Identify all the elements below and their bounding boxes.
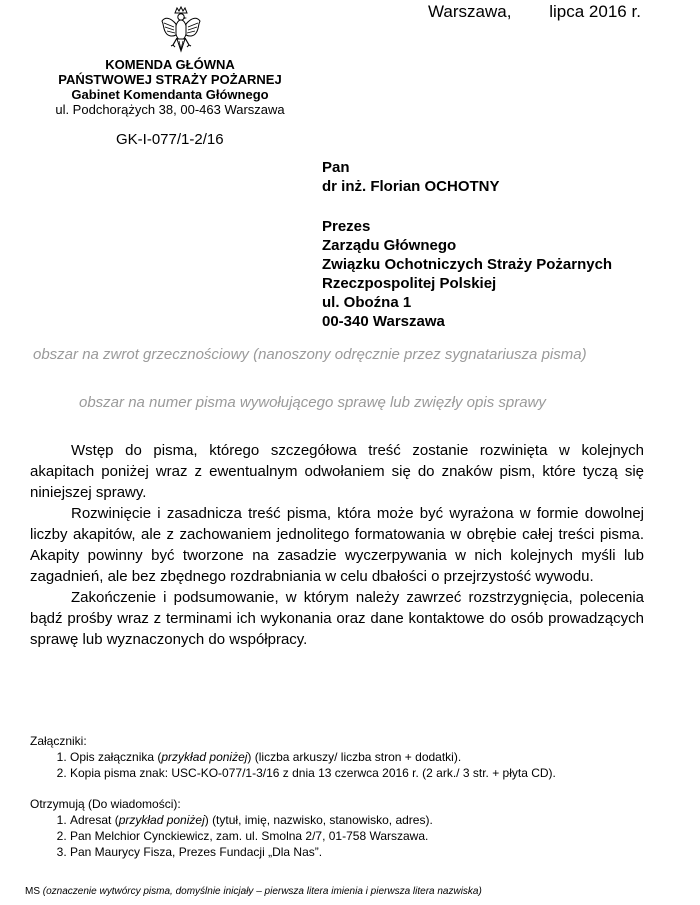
recipient-title: Prezes <box>322 218 371 235</box>
recipients-heading: Otrzymują (Do wiadomości): <box>30 797 181 811</box>
org-line-1: KOMENDA GŁÓWNA <box>105 57 235 72</box>
attachments-list <box>30 749 556 781</box>
case-placeholder: obszar na numer pisma wywołującego sprawę lub zwięzły opis sprawy <box>79 394 546 411</box>
org-line-4: ul. Podchorążych 38, 00-463 Warszawa <box>55 102 285 117</box>
recipient-org-1: Zarządu Głównego <box>322 237 457 254</box>
recipient-org-3: Rzeczpospolitej Polskiej <box>322 275 497 292</box>
attachment-item-1: 1. Opis załącznika (przykład poniżej) (liczba arkuszy/ liczba stron + dodatki). <box>70 749 556 765</box>
recipient-item-3: 3. Pan Maurycy Fisza, Prezes Fundacji „Dla Nas”. <box>70 844 556 860</box>
author-footer <box>25 886 482 897</box>
recipient-address <box>322 158 612 331</box>
recipient-street: ul. Oboźna 1 <box>322 294 412 311</box>
attachment-item-2: 2. Kopia pisma znak: USC-KO-077/1-3/16 z dnia 13 czerwca 2016 r. (2 ark./ 3 str. + płyta CD). <box>70 765 556 781</box>
courtesy-placeholder: obszar na zwrot grzecznościowy (nanoszony odręcznie przez sygnatariusza pisma) <box>33 346 587 363</box>
letter-lists <box>30 733 556 860</box>
recipients-list <box>30 812 556 860</box>
body-paragraph-intro: Wstęp do pisma, którego szczegółowa treść zostanie rozwinięta w kolejnych akapitach poniżej wraz z ewentualnym odwołaniem się do znaków pism, które tyczą się niniejszej sprawy. <box>30 442 644 501</box>
body-paragraph-summary: Zakończenie i podsumowanie, w którym należy zawrzeć rozstrzygnięcia, polecenia bądź prośby wraz z terminami ich wykonania oraz dane kontaktowe do osób prowadzących sprawę lub wyznaczonych do współpracy. <box>30 589 644 648</box>
recipient-name: dr inż. Florian OCHOTNY <box>322 178 500 195</box>
recipient-city: 00-340 Warszawa <box>322 313 445 330</box>
author-initials: MS <box>25 886 40 897</box>
author-note: (oznaczenie wytwórcy pisma, domyślnie inicjały – pierwsza litera imienia i pierwsza litera nazwiska) <box>42 886 482 897</box>
organization-header <box>50 57 290 117</box>
body-paragraph-main: Rozwinięcie i zasadnicza treść pisma, która może być wyrażona w formie dowolnej liczby akapitów, ale z zachowaniem jednolitego formatowania w obrębie całej treści pisma. Akapity powinny być tworzone na zasadzie wyczerpywania w nich kolejnych myśli lub zagadnień, ale bez zbędnego rozdrabniania w celu dbałości o przejrzystość wywodu. <box>30 505 644 585</box>
recipient-org-2: Związku Ochotniczych Straży Pożarnych <box>322 256 613 273</box>
date-rest: lipca 2016 r. <box>549 2 641 21</box>
letter-body <box>30 440 644 650</box>
org-line-3: Gabinet Komendanta Głównego <box>71 87 269 102</box>
attachments-heading: Załączniki: <box>30 734 87 748</box>
reference-number: GK-I-077/1-2/16 <box>116 131 224 148</box>
eagle-emblem-icon <box>160 5 202 57</box>
date-city: Warszawa, <box>428 2 512 21</box>
recipient-item-2: 2. Pan Melchior Cynckiewicz, zam. ul. Smolna 2/7, 01-758 Warszawa. <box>70 828 556 844</box>
date-line <box>428 2 641 22</box>
recipient-item-1: 1. Adresat (przykład poniżej) (tytuł, imię, nazwisko, stanowisko, adres). <box>70 812 556 828</box>
recipient-salutation: Pan <box>322 159 350 176</box>
org-line-2: PAŃSTWOWEJ STRAŻY POŻARNEJ <box>58 72 282 87</box>
